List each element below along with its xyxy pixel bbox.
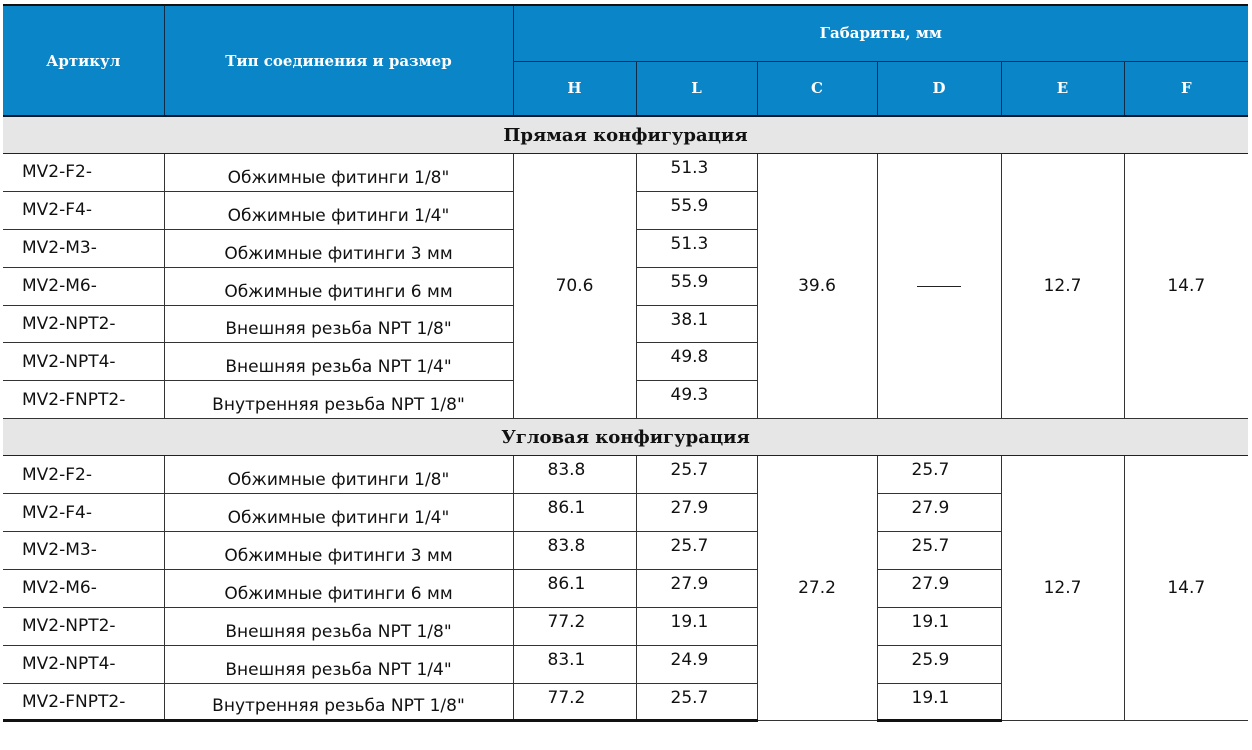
connection-type-cell: Обжимные фитинги 1/8" — [164, 456, 513, 494]
article-cell: MV2-F4- — [3, 494, 164, 532]
e-value-cell: 12.7 — [1001, 154, 1124, 419]
article-cell: MV2-FNPT2- — [3, 683, 164, 721]
article-cell: MV2-NPT2- — [3, 305, 164, 343]
l-value-cell: 27.9 — [636, 569, 757, 607]
article-cell: MV2-F2- — [3, 456, 164, 494]
d-value-cell: 19.1 — [877, 607, 1001, 645]
d-value-cell: 19.1 — [877, 683, 1001, 721]
connection-type-cell: Обжимные фитинги 3 мм — [164, 532, 513, 570]
table-row — [3, 456, 1248, 494]
c-value-cell: 39.6 — [757, 154, 877, 419]
table-header — [3, 6, 1248, 116]
article-cell: MV2-M3- — [3, 229, 164, 267]
l-value-cell: 51.3 — [636, 154, 757, 192]
article-cell: MV2-F4- — [3, 191, 164, 229]
l-value-cell: 49.3 — [636, 381, 757, 419]
article-cell: MV2-M6- — [3, 267, 164, 305]
connection-type-cell: Обжимные фитинги 1/8" — [164, 154, 513, 192]
d-value-cell: 25.7 — [877, 532, 1001, 570]
d-value-cell: 25.9 — [877, 645, 1001, 683]
header-col-f: F — [1124, 61, 1248, 116]
l-value-cell: 49.8 — [636, 343, 757, 381]
section-title: Прямая конфигурация — [3, 116, 1248, 154]
h-value-cell: 83.1 — [513, 645, 636, 683]
section-row — [3, 116, 1248, 154]
header-article: Артикул — [3, 6, 164, 116]
article-cell: MV2-NPT4- — [3, 343, 164, 381]
h-value-cell: 70.6 — [513, 154, 636, 419]
dash-mark — [917, 286, 961, 287]
l-value-cell: 25.7 — [636, 683, 757, 721]
e-value-cell: 12.7 — [1001, 456, 1124, 721]
connection-type-cell: Внешняя резьба NPT 1/4" — [164, 343, 513, 381]
connection-type-cell: Внешняя резьба NPT 1/8" — [164, 607, 513, 645]
table-row — [3, 154, 1248, 192]
header-col-l: L — [636, 61, 757, 116]
header-col-c: C — [757, 61, 877, 116]
d-value-cell: 27.9 — [877, 494, 1001, 532]
h-value-cell: 77.2 — [513, 607, 636, 645]
l-value-cell: 24.9 — [636, 645, 757, 683]
d-value-cell: 27.9 — [877, 569, 1001, 607]
header-dimensions: Габариты, мм — [513, 6, 1248, 61]
connection-type-cell: Внешняя резьба NPT 1/8" — [164, 305, 513, 343]
l-value-cell: 19.1 — [636, 607, 757, 645]
header-col-d: D — [877, 61, 1001, 116]
h-value-cell: 83.8 — [513, 456, 636, 494]
connection-type-cell: Обжимные фитинги 6 мм — [164, 267, 513, 305]
l-value-cell: 25.7 — [636, 456, 757, 494]
section-row — [3, 419, 1248, 456]
header-connection-type: Тип соединения и размер — [164, 6, 513, 116]
l-value-cell: 27.9 — [636, 494, 757, 532]
connection-type-cell: Внутренняя резьба NPT 1/8" — [164, 381, 513, 419]
l-value-cell: 25.7 — [636, 532, 757, 570]
article-cell: MV2-F2- — [3, 154, 164, 192]
article-cell: MV2-FNPT2- — [3, 381, 164, 419]
h-value-cell: 86.1 — [513, 494, 636, 532]
h-value-cell: 86.1 — [513, 569, 636, 607]
table-body — [3, 116, 1248, 721]
article-cell: MV2-NPT2- — [3, 607, 164, 645]
f-value-cell: 14.7 — [1124, 154, 1248, 419]
c-value-cell: 27.2 — [757, 456, 877, 721]
dimensions-table — [3, 6, 1248, 722]
connection-type-cell: Внешняя резьба NPT 1/4" — [164, 645, 513, 683]
header-col-e: E — [1001, 61, 1124, 116]
h-value-cell: 83.8 — [513, 532, 636, 570]
connection-type-cell: Обжимные фитинги 6 мм — [164, 569, 513, 607]
l-value-cell: 38.1 — [636, 305, 757, 343]
section-title: Угловая конфигурация — [3, 419, 1248, 456]
connection-type-cell: Внутренняя резьба NPT 1/8" — [164, 683, 513, 721]
header-col-h: H — [513, 61, 636, 116]
article-cell: MV2-NPT4- — [3, 645, 164, 683]
d-value-cell — [877, 154, 1001, 419]
connection-type-cell: Обжимные фитинги 1/4" — [164, 191, 513, 229]
h-value-cell: 77.2 — [513, 683, 636, 721]
l-value-cell: 55.9 — [636, 191, 757, 229]
connection-type-cell: Обжимные фитинги 1/4" — [164, 494, 513, 532]
connection-type-cell: Обжимные фитинги 3 мм — [164, 229, 513, 267]
d-value-cell: 25.7 — [877, 456, 1001, 494]
article-cell: MV2-M3- — [3, 532, 164, 570]
f-value-cell: 14.7 — [1124, 456, 1248, 721]
l-value-cell: 55.9 — [636, 267, 757, 305]
l-value-cell: 51.3 — [636, 229, 757, 267]
article-cell: MV2-M6- — [3, 569, 164, 607]
